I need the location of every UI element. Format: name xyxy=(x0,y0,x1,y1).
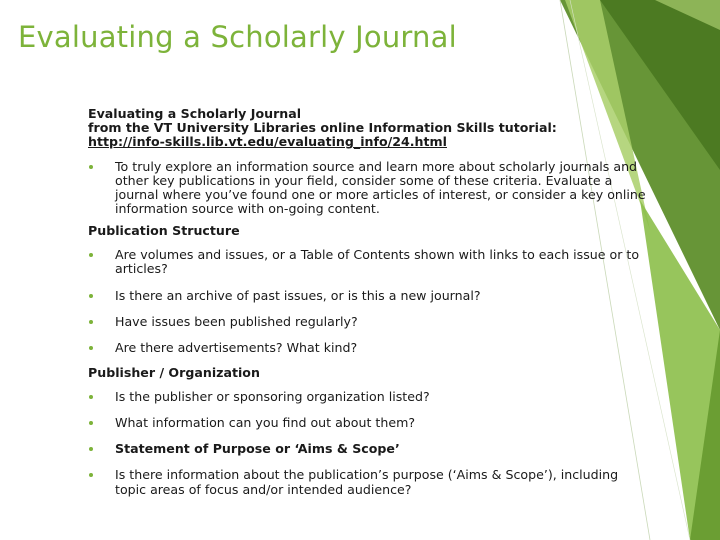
list-item: Statement of Purpose or ‘Aims & Scope’ xyxy=(88,442,648,456)
list-item: Are volumes and issues, or a Table of Contents shown with links to each issue or to articles? xyxy=(88,248,648,276)
slide-content xyxy=(88,107,648,497)
list-item: Is there an archive of past issues, or is this a new journal? xyxy=(88,289,648,303)
bullet-icon xyxy=(89,346,93,350)
bullet-icon xyxy=(89,473,93,477)
list-item: Have issues been published regularly? xyxy=(88,315,648,329)
tutorial-link[interactable]: http://info-skills.lib.vt.edu/evaluating_info/24.html xyxy=(88,134,447,150)
list-item: Are there advertisements? What kind? xyxy=(88,341,648,355)
intro-bullet: To truly explore an information source and learn more about scholarly journals and other key publications in your field, consider some of these criteria. Evaluate a journal where you’ve found one or more articles of interest, or consider a key online information source with on-going content. xyxy=(88,160,648,217)
intro-title: Evaluating a Scholarly Journal xyxy=(88,106,302,121)
list-item: What information can you find out about them? xyxy=(88,416,648,430)
bullet-icon xyxy=(89,320,93,324)
list-item: Is the publisher or sponsoring organization listed? xyxy=(88,390,648,404)
intro-block xyxy=(88,107,648,150)
intro-source: from the VT University Libraries online Information Skills tutorial: xyxy=(88,120,557,136)
bullet-icon xyxy=(89,447,93,451)
bullet-icon xyxy=(89,165,93,169)
bullet-icon xyxy=(89,294,93,298)
slide-title: Evaluating a Scholarly Journal xyxy=(18,20,457,54)
bullet-icon xyxy=(89,253,93,257)
section-heading-publisher-organization: Publisher / Organization xyxy=(88,364,260,380)
list-item: Is there information about the publication’s purpose (‘Aims & Scope’), including topic areas of focus and/or intended audience? xyxy=(88,468,648,496)
bullet-icon xyxy=(89,421,93,425)
section-heading-publication-structure: Publication Structure xyxy=(88,223,240,239)
bullet-icon xyxy=(89,395,93,399)
